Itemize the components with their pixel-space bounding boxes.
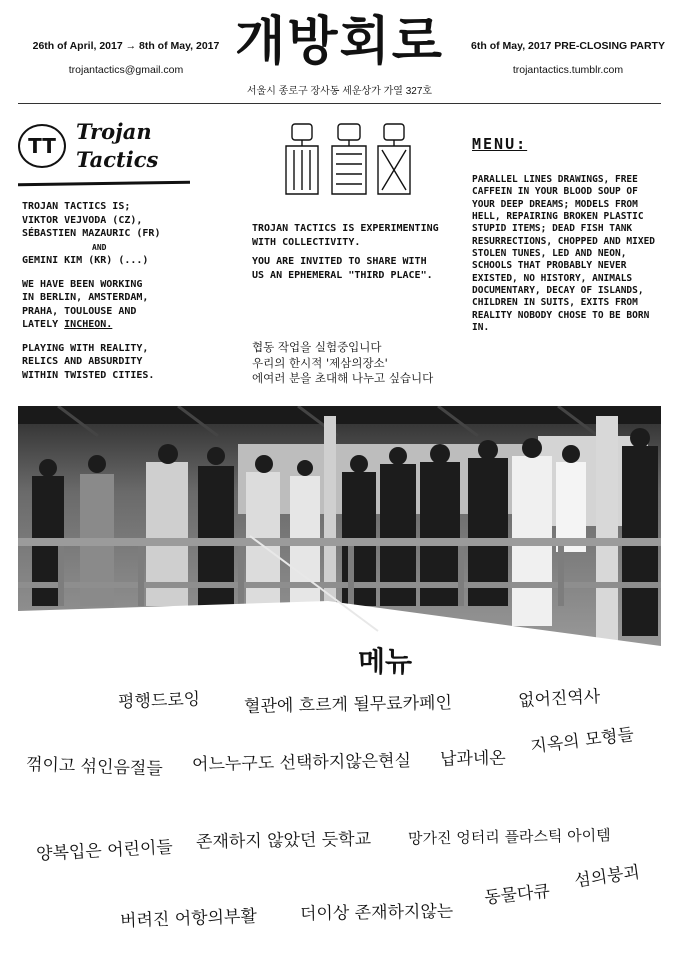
menu-ko-item: 혈관에 흐르게 될무료카페인 xyxy=(243,693,453,717)
menu-ko-item: 망가진 엉터리 플라스틱 아이템 xyxy=(407,826,611,848)
intro-column xyxy=(22,200,222,392)
menu-body: PARALLEL LINES DRAWINGS, FREE CAFFEIN IN YOUR BLOOD SOUP OF YOUR DEEP DREAMS; MODELS FROM HELL, REPAIRING BROKEN PLASTIC STUPID ITEMS; DEAD FISH TANK RESURRECTIONS, CHOPPED AND MIXED STOLEN TUNES, LED AND NEON, SCHOOLS THAT PROBABLY NEVER EXISTED, NO HISTORY, ANIMALS DOCUMENTARY, DECAY OF ISLANDS, CHILDREN IN SUITS, EXITS FROM REALITY NOBODY CHOSE TO BE BORN IN. xyxy=(472,174,656,334)
member-viktor: VIKTOR VEJVODA (CZ), xyxy=(22,214,143,226)
menu-ko-item: 더이상 존재하지않는 xyxy=(299,901,454,925)
menu-ko-item: 지옥의 모형들 xyxy=(529,724,636,758)
ko-line: 에여러 분을 초대해 나누고 싶습니다 xyxy=(252,371,434,386)
menu-ko-item: 평행드로잉 xyxy=(117,689,201,713)
ko-line: 협동 작업을 실험중입니다 xyxy=(252,340,382,354)
reality-line: RELICS AND ABSURDITY xyxy=(22,356,143,367)
website-url: trojantactics.tumblr.com xyxy=(512,64,624,76)
logo-mark: TT xyxy=(28,134,56,158)
menu-ko-item: 없어진역사 xyxy=(517,686,601,712)
contact-email: trojantactics@gmail.com xyxy=(68,64,184,76)
exhibition-dates: 26th of April, 2017 → 8th of May, 2017 xyxy=(32,40,220,52)
header-right xyxy=(468,40,668,76)
logo-name-line1: Trojan xyxy=(76,119,152,144)
party-date: 6th of May, 2017 PRE-CLOSING PARTY xyxy=(471,40,665,52)
member-sebastien: SÉBASTIEN MAZAURIC (FR) xyxy=(22,228,161,239)
incheon-underlined: INCHEON. xyxy=(64,319,113,330)
reality-paragraph xyxy=(22,342,222,383)
cities-line: PRAHA, TOULOUSE AND xyxy=(22,305,137,317)
ko-line: 우리의 한시적 '제삼의장소' xyxy=(252,355,388,370)
cities-line: WE HAVE BEEN WORKING xyxy=(22,278,143,290)
cities-paragraph xyxy=(22,278,222,332)
tt-logo-icon xyxy=(18,124,66,168)
archival-photo xyxy=(18,406,661,651)
intro-line: TROJAN TACTICS IS; xyxy=(22,201,131,212)
header-divider xyxy=(18,103,661,104)
members-paragraph xyxy=(22,200,222,268)
menu-ko-item: 버려진 어항의부활 xyxy=(119,906,258,932)
invitation-text: YOU ARE INVITED TO SHARE WITH US AN EPHEMERAL "THIRD PLACE". xyxy=(252,256,433,281)
logo-underline xyxy=(18,181,190,186)
menu-ko-item: 섬의붕괴 xyxy=(573,862,642,892)
menu-heading: MENU: xyxy=(472,135,528,153)
cities-line: LATELY xyxy=(22,319,65,330)
menu-ko-item: 꺾이고 섞인음절들 xyxy=(25,754,164,780)
page-title: 개방회로 xyxy=(235,13,444,71)
logo-wordmark xyxy=(76,118,158,174)
address: 서울시 종로구 장사동 세운상가 가열 327호 xyxy=(246,86,433,97)
cities-line: IN BERLIN, AMSTERDAM, xyxy=(22,292,149,303)
menu-ko-heading: 메뉴 xyxy=(358,645,413,678)
three-figures-drawing-icon xyxy=(280,120,420,200)
menu-ko-item: 어느누구도 선택하지않은현실 xyxy=(191,751,412,775)
logo-name-line2: Tactics xyxy=(76,147,159,172)
menu-ko-item: 동물다큐 xyxy=(483,881,551,909)
header-left xyxy=(26,40,226,76)
member-gemini: GEMINI KIM (KR) (...) xyxy=(22,255,149,266)
and-word: AND xyxy=(92,242,107,252)
menu-ko-item: 납과네온 xyxy=(439,748,506,770)
collectivity-text: TROJAN TACTICS IS EXPERIMENTING WITH COLLECTIVITY. xyxy=(252,223,439,248)
korean-invitation xyxy=(252,340,452,387)
menu-ko-item: 양복입은 어린이들 xyxy=(35,837,174,865)
reality-line: PLAYING WITH REALITY, xyxy=(22,342,149,354)
collectivity-column xyxy=(252,222,442,288)
reality-line: WITHIN TWISTED CITIES. xyxy=(22,369,155,381)
menu-ko-item: 존재하지 않았던 듯학교 xyxy=(195,829,372,853)
